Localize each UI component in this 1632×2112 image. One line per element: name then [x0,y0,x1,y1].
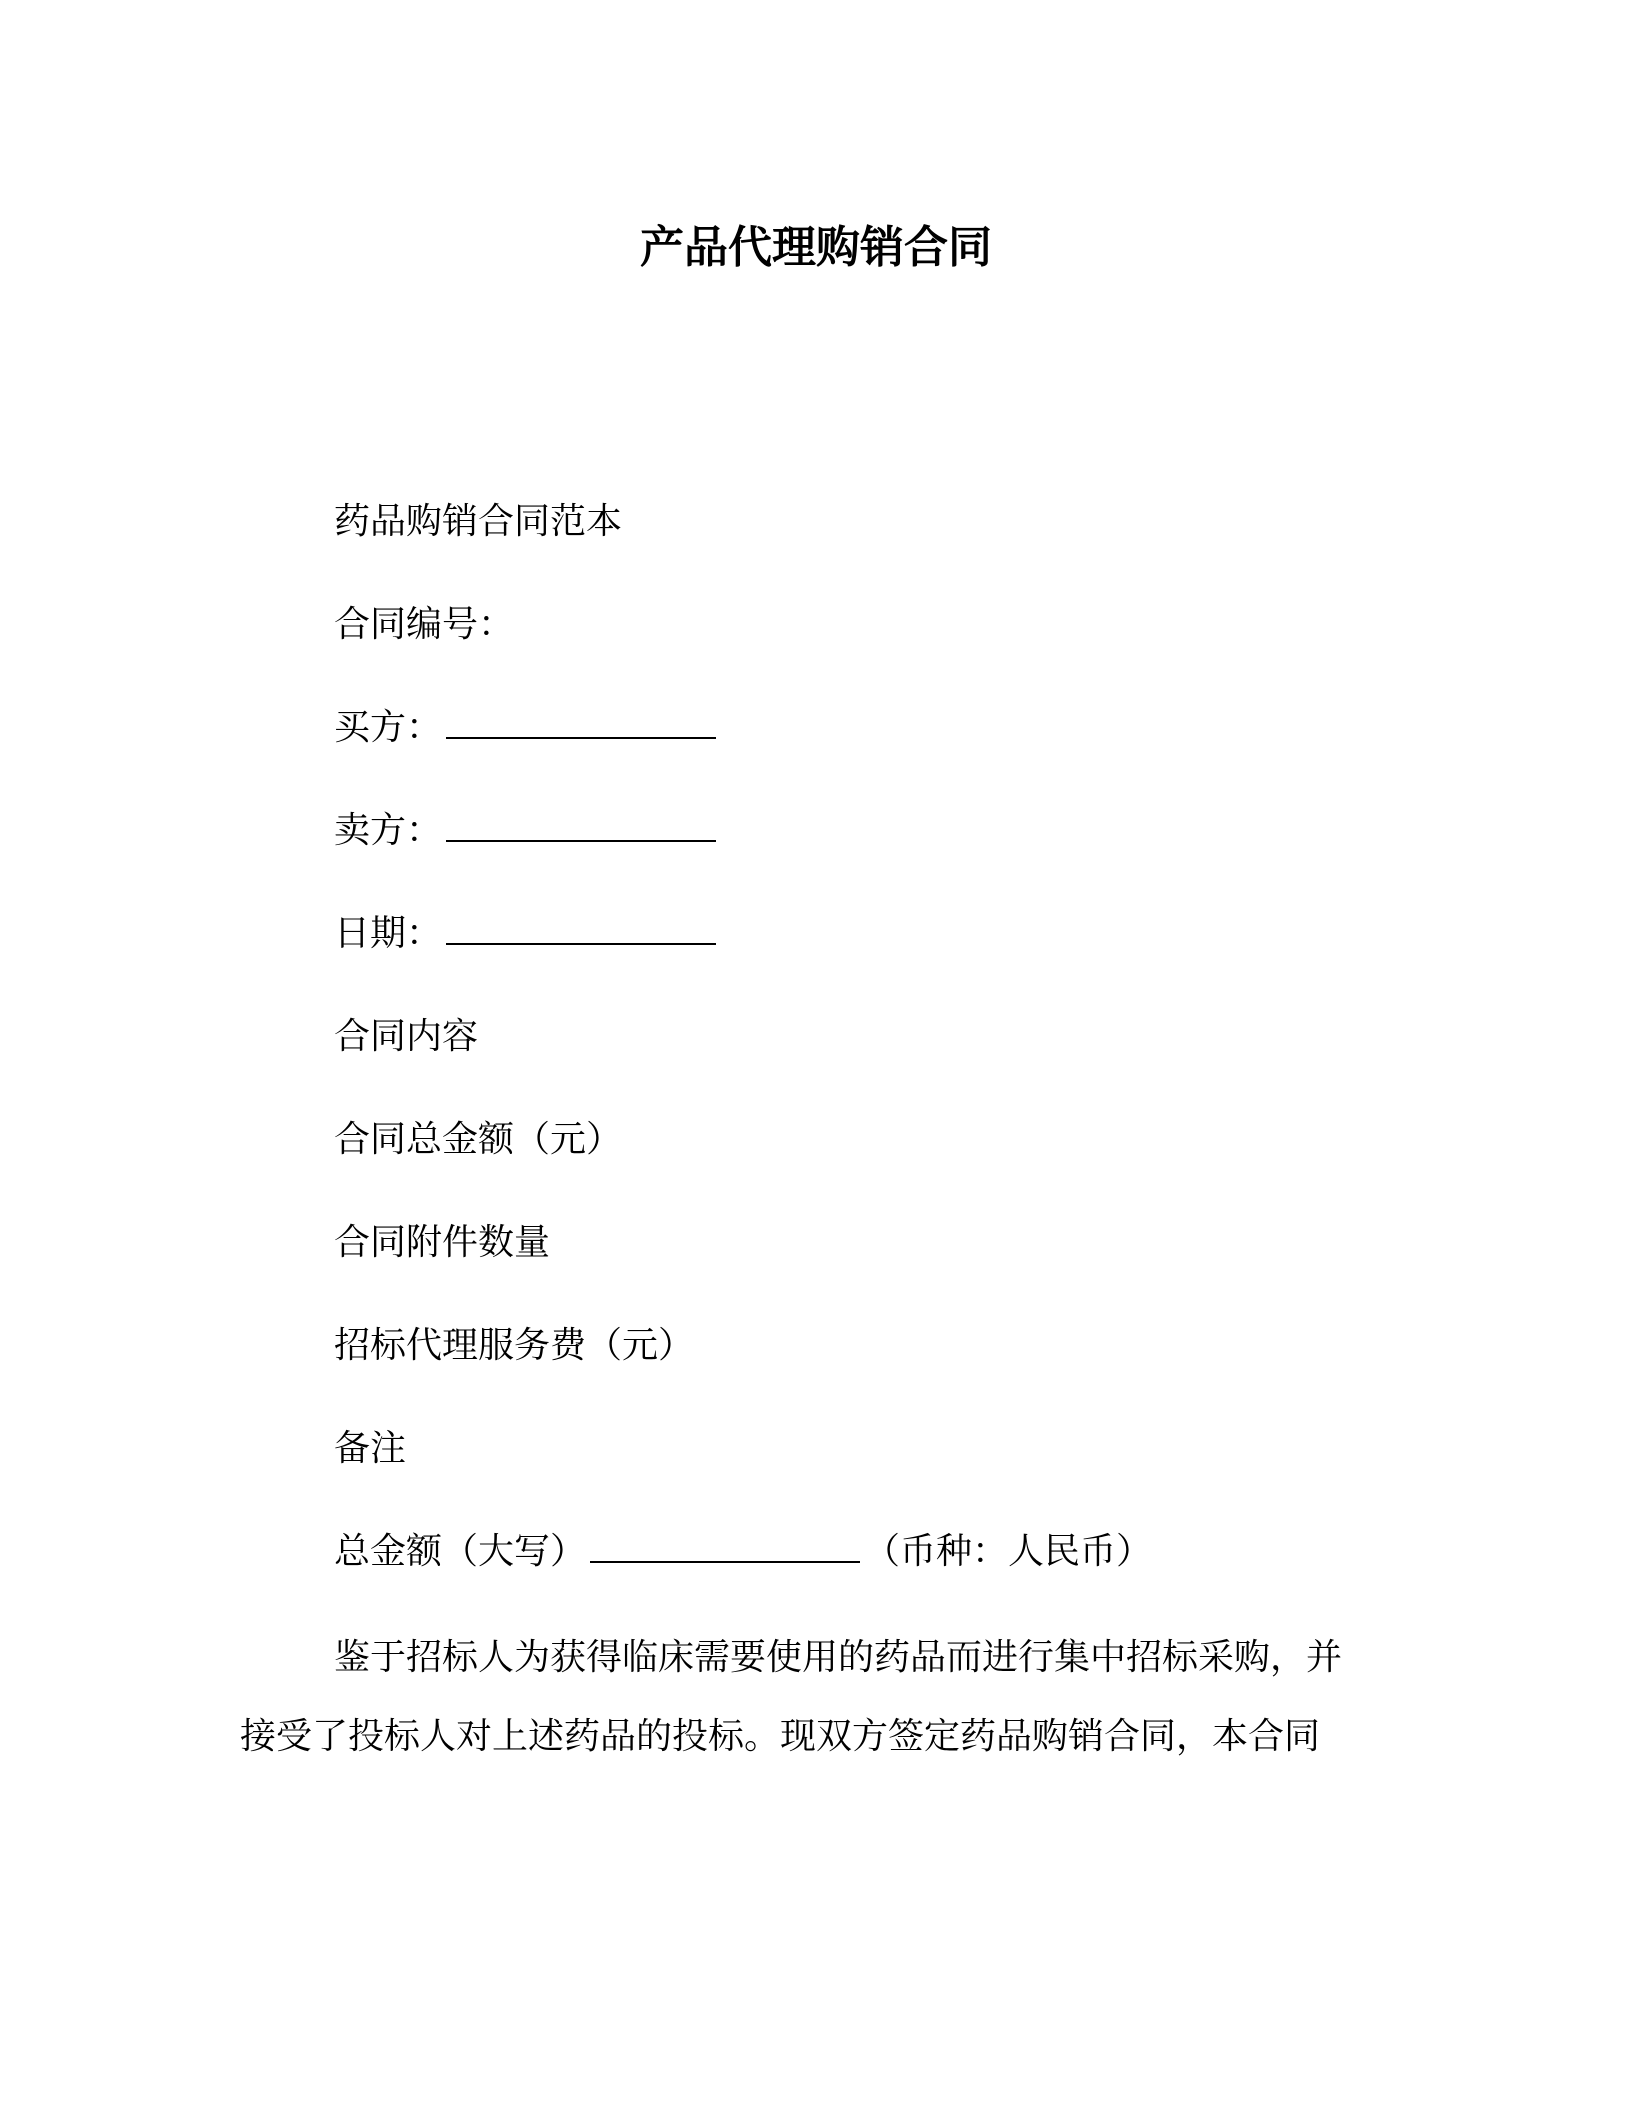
date-blank [446,909,716,945]
contract-number-line: 合同编号： [334,604,515,645]
buyer-blank [446,703,716,739]
seller-label: 卖方： [334,810,443,851]
seller-line [334,806,720,856]
seller-blank [446,806,716,842]
document-title: 产品代理购销合同 [640,222,992,273]
date-line [334,909,720,959]
buyer-label: 买方： [334,707,443,748]
paragraph-line-2: 接受了投标人对上述药品的投标。现双方签定药品购销合同，本合同 [240,1716,1321,1757]
total-capital-line [334,1527,1152,1577]
paragraph-text-1: 鉴于招标人为获得临床需要使用的药品而进行集中招标采购，并 [334,1637,1343,1678]
contract-content-line: 合同内容 [334,1016,479,1057]
attachment-count-line: 合同附件数量 [334,1222,551,1263]
paragraph-line-1 [240,1633,1380,1683]
total-amount-line: 合同总金额（元） [334,1119,623,1160]
currency-note: （币种：人民币） [864,1531,1153,1572]
date-label: 日期： [334,913,443,954]
total-capital-blank [590,1527,860,1563]
remarks-line: 备注 [334,1428,407,1469]
agency-fee-line: 招标代理服务费（元） [334,1325,695,1366]
total-capital-label: 总金额（大写） [334,1531,587,1572]
template-name-line: 药品购销合同范本 [334,501,623,542]
buyer-line [334,703,720,753]
